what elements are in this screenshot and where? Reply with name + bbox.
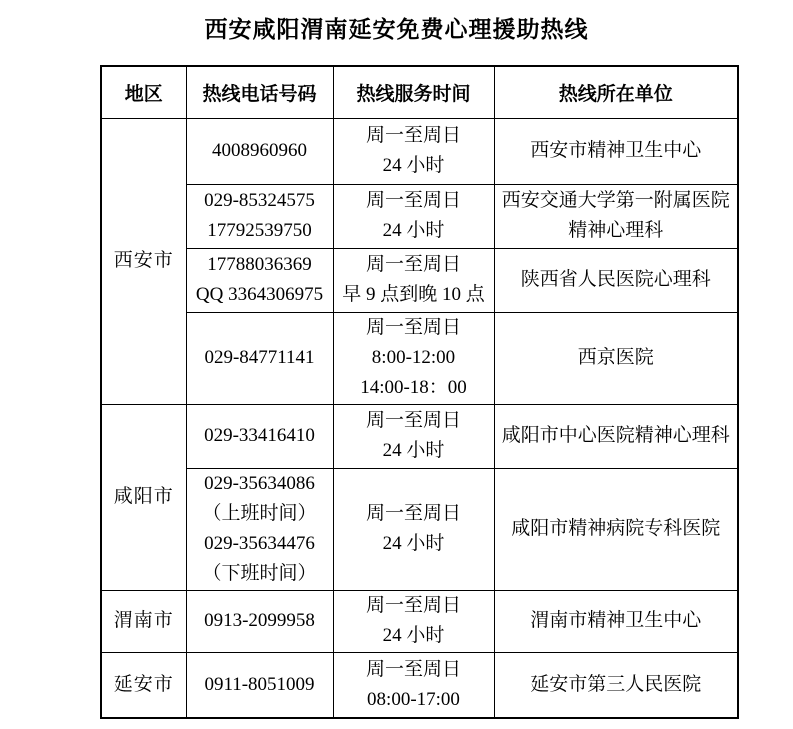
text-line: 24 小时 <box>382 440 445 461</box>
text-line: 029-84771141 <box>204 347 315 368</box>
text-line: 17792539750 <box>207 220 312 241</box>
text-line: 周一至周日 <box>365 658 461 680</box>
text-line: 029-35634476 <box>204 533 315 554</box>
text-line: 精神心理科 <box>568 220 664 241</box>
text-line: 早 9 点到晚 10 点 <box>342 284 485 305</box>
text-line: 周一至周日 <box>365 503 461 524</box>
text-line: QQ 3364306975 <box>195 284 324 305</box>
region-cell: 延安市 <box>101 652 186 718</box>
phone-cell <box>186 312 333 404</box>
region-cell: 咸阳市 <box>101 404 186 590</box>
phone-cell <box>186 118 333 184</box>
text-line: 029-35634086 <box>204 473 315 494</box>
text-line: 24 小时 <box>382 625 445 646</box>
text-line: 周一至周日 <box>365 595 461 616</box>
column-header: 热线电话号码 <box>186 66 333 118</box>
text-line: （上班时间） <box>202 503 317 524</box>
text-line: 咸阳市精神病院专科医院 <box>511 518 721 539</box>
text-line: 4008960960 <box>212 140 307 161</box>
unit-cell <box>494 312 738 404</box>
phone-cell <box>186 184 333 248</box>
text-line: 周一至周日 <box>365 410 461 431</box>
text-line: 24 小时 <box>382 155 445 176</box>
column-header: 地区 <box>101 66 186 118</box>
phone-cell <box>186 652 333 718</box>
text-line: 14:00-18：00 <box>360 377 467 398</box>
table-row <box>101 118 738 184</box>
text-line: （下班时间） <box>202 563 317 584</box>
text-line: 西安交通大学第一附属医院 <box>501 190 730 211</box>
table-body <box>101 118 738 718</box>
text-line: 渭南市精神卫生中心 <box>530 610 702 631</box>
time-cell <box>333 652 494 718</box>
table-row <box>101 468 738 590</box>
text-line: 17788036369 <box>207 254 312 275</box>
text-line: 0913-2099958 <box>204 610 315 631</box>
table-row <box>101 184 738 248</box>
phone-cell <box>186 404 333 468</box>
text-line: 24 小时 <box>382 220 445 241</box>
table-container <box>100 65 739 719</box>
time-cell <box>333 118 494 184</box>
table-row <box>101 652 738 718</box>
column-header: 热线服务时间 <box>333 66 494 118</box>
time-cell <box>333 404 494 468</box>
unit-cell <box>494 652 738 718</box>
text-line: 西京医院 <box>577 347 654 368</box>
unit-cell <box>494 590 738 652</box>
phone-cell <box>186 590 333 652</box>
text-line: 8:00-12:00 <box>371 347 456 368</box>
table-row <box>101 248 738 312</box>
region-cell: 渭南市 <box>101 590 186 652</box>
table-row <box>101 404 738 468</box>
time-cell <box>333 312 494 404</box>
table-header <box>101 66 738 118</box>
text-line: 029-85324575 <box>204 190 315 211</box>
region-cell: 西安市 <box>101 118 186 404</box>
phone-cell <box>186 468 333 590</box>
text-line: 0911-8051009 <box>204 673 315 695</box>
text-line: 咸阳市中心医院精神心理科 <box>501 425 730 446</box>
time-cell <box>333 184 494 248</box>
text-line: 周一至周日 <box>365 125 461 146</box>
unit-cell <box>494 468 738 590</box>
text-line: 08:00-17:00 <box>367 688 460 710</box>
text-line: 24 小时 <box>382 533 445 554</box>
text-line: 周一至周日 <box>365 254 461 275</box>
text-line: 周一至周日 <box>365 317 461 338</box>
page-title: 西安咸阳渭南延安免费心理援助热线 <box>204 17 589 42</box>
header-row <box>101 66 738 118</box>
time-cell <box>333 590 494 652</box>
text-line: 延安市第三人民医院 <box>530 673 702 695</box>
text-line: 陕西省人民医院心理科 <box>520 269 711 290</box>
text-line: 029-33416410 <box>204 425 315 446</box>
unit-cell <box>494 248 738 312</box>
text-line: 西安市精神卫生中心 <box>530 140 702 161</box>
unit-cell <box>494 184 738 248</box>
column-header: 热线所在单位 <box>494 66 738 118</box>
time-cell <box>333 248 494 312</box>
unit-cell <box>494 118 738 184</box>
table-row <box>101 312 738 404</box>
hotline-table <box>100 65 739 719</box>
unit-cell <box>494 404 738 468</box>
time-cell <box>333 468 494 590</box>
text-line: 周一至周日 <box>365 190 461 211</box>
phone-cell <box>186 248 333 312</box>
table-row <box>101 590 738 652</box>
